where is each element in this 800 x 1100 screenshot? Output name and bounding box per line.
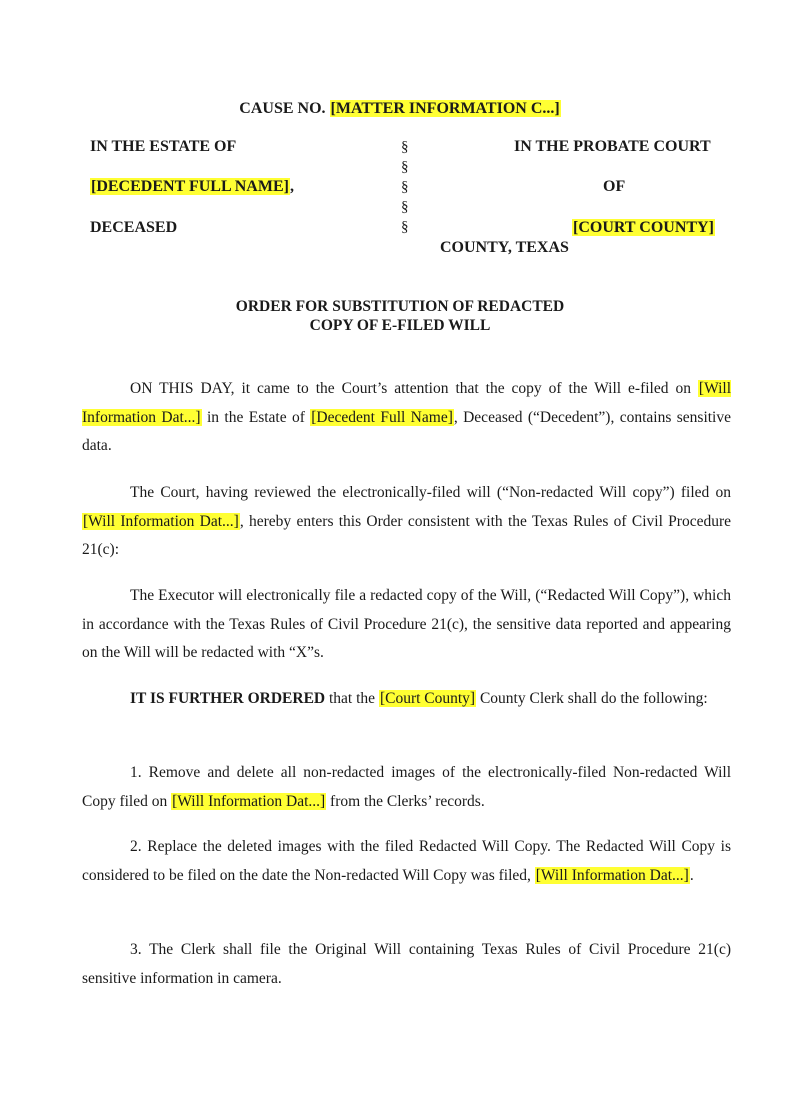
section-symbol: §: [401, 219, 409, 235]
estate-of-label: IN THE ESTATE OF: [90, 138, 237, 155]
county-texas-label: COUNTY, TEXAS: [440, 239, 569, 256]
deceased-label: DECEASED: [90, 219, 178, 236]
will-information-date-field[interactable]: [Will Information Dat...]: [535, 866, 689, 884]
will-information-date-field[interactable]: [Will Information Dat...]: [83, 512, 239, 530]
court-county-field[interactable]: [Court County]: [379, 690, 476, 707]
court-county-field[interactable]: [COURT COUNTY]: [573, 219, 714, 236]
section-symbol: §: [401, 199, 409, 215]
cause-number: [0, 100, 800, 118]
matter-information-field[interactable]: [MATTER INFORMATION C...]: [330, 100, 560, 117]
will-information-date-field[interactable]: [Will Information Dat...]: [82, 380, 731, 426]
paragraph-court-review: The Court, having reviewed the electronically-filed will (“Non-redacted Will copy”) filed on [Will Information Dat...], hereby enters this Order consistent with the Texas Rules of Civil Procedure 21(c):: [82, 484, 731, 558]
decedent-name-field[interactable]: [Decedent Full Name]: [311, 408, 453, 426]
cause-prefix: CAUSE NO.: [239, 100, 326, 117]
order-item-2: 2. Replace the deleted images with the filed Redacted Will Copy. The Redacted Will Copy is considered to be filed on the date the Non-redacted Will Copy was filed, [Will Information Dat...].: [82, 838, 731, 884]
section-symbol: §: [401, 159, 409, 175]
order-title-line: ORDER FOR SUBSTITUTION OF REDACTED: [235, 298, 565, 315]
will-information-date-field[interactable]: [Will Information Dat...]: [172, 792, 326, 810]
order-title-line: COPY OF E-FILED WILL: [309, 317, 491, 334]
order-title: [0, 297, 800, 335]
paragraph-attention: ON THIS DAY, it came to the Court’s attention that the copy of the Will e-filed on [Will Information Dat...] in the Estate of [Decedent Full Name], Deceased (“Decedent”), contains sensitive data.: [82, 380, 731, 454]
order-item-1: 1. Remove and delete all non-redacted images of the electronically-filed Non-redacted Will Copy filed on [Will Information Dat...] from the Clerks’ records.: [82, 764, 731, 810]
of-label: OF: [603, 178, 626, 195]
court-county-line: [572, 219, 715, 237]
paragraph-further-ordered: IT IS FURTHER ORDERED that the [Court County] County Clerk shall do the following:: [130, 690, 708, 707]
section-symbol: §: [401, 139, 409, 155]
section-symbol: §: [401, 179, 409, 195]
order-item-3: 3. The Clerk shall file the Original Will containing Texas Rules of Civil Procedure 21(c) sensitive information in camera.: [82, 941, 731, 987]
probate-court-label: IN THE PROBATE COURT: [514, 138, 711, 155]
decedent-name-field[interactable]: [DECEDENT FULL NAME]: [91, 178, 289, 195]
decedent-line: [DECEDENT FULL NAME],: [91, 178, 294, 195]
paragraph-executor: The Executor will electronically file a redacted copy of the Will, (“Redacted Will Copy”), which in accordance with the Texas Rules of Civil Procedure 21(c), the sensitive data reported and appearing on the Will will be redacted with “X”s.: [82, 587, 731, 661]
